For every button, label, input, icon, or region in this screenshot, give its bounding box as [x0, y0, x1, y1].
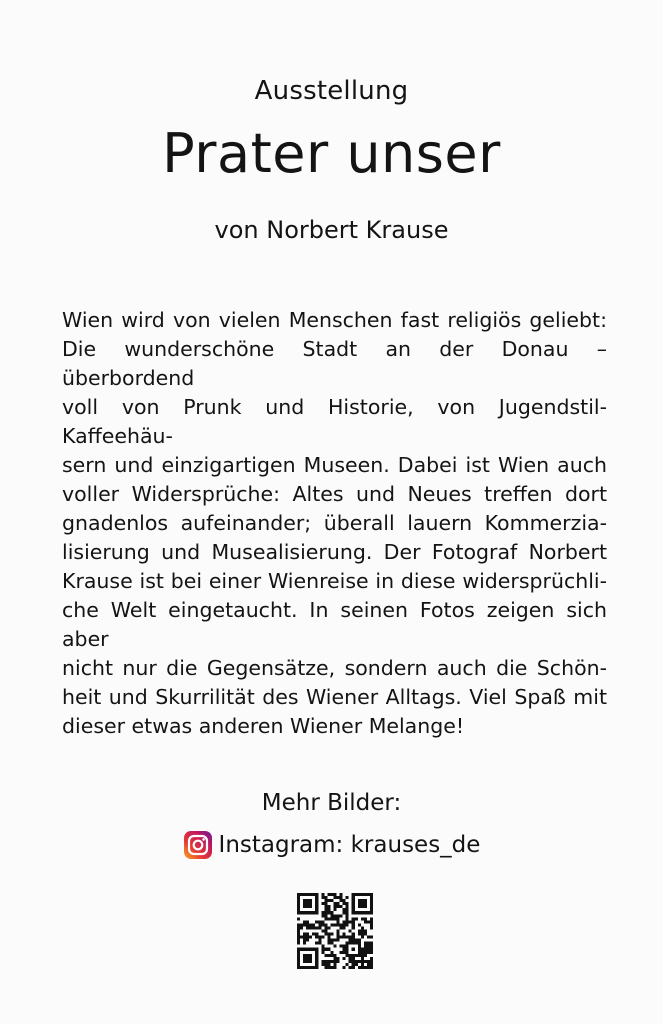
- description-line: nicht nur die Gegensätze, sondern auch die Schön-: [62, 656, 607, 680]
- description-line: dieser etwas anderen Wiener Melange!: [62, 714, 465, 738]
- description-line: che Welt eingetaucht. In seinen Fotos zeigen sich aber: [62, 598, 607, 651]
- description-paragraph: [62, 306, 607, 741]
- more-images-label: Mehr Bilder:: [261, 790, 402, 816]
- description-line: sern und einzigartigen Museen. Dabei ist Wien auch: [62, 453, 607, 477]
- description-line: lisierung und Musealisierung. Der Fotograf Norbert: [62, 540, 607, 564]
- instagram-icon: [183, 830, 213, 860]
- description-line: heit und Skurrilität des Wiener Alltags. Viel Spaß mit: [62, 685, 607, 709]
- exhibition-kicker: Ausstellung: [254, 76, 409, 106]
- description-line: Die wunderschöne Stadt an der Donau – überbordend: [62, 337, 607, 390]
- description-line: voll von Prunk und Historie, von Jugendstil-Kaffeehäu-: [62, 395, 607, 448]
- instagram-row[interactable]: [0, 830, 663, 860]
- exhibition-title: Prater unser: [162, 122, 501, 185]
- instagram-handle: Instagram: krauses_de: [218, 832, 481, 858]
- qr-code-icon[interactable]: [297, 893, 373, 969]
- description-line: voller Widersprüche: Altes und Neues treffen dort: [62, 482, 607, 506]
- description-line: gnadenlos aufeinander; überall lauern Kommerzia-: [62, 511, 607, 535]
- description-line: Wien wird von vielen Menschen fast religiös geliebt:: [62, 308, 607, 332]
- description-line: Krause ist bei einer Wienreise in diese widersprüchli-: [62, 569, 607, 593]
- author-line: von Norbert Krause: [214, 216, 449, 244]
